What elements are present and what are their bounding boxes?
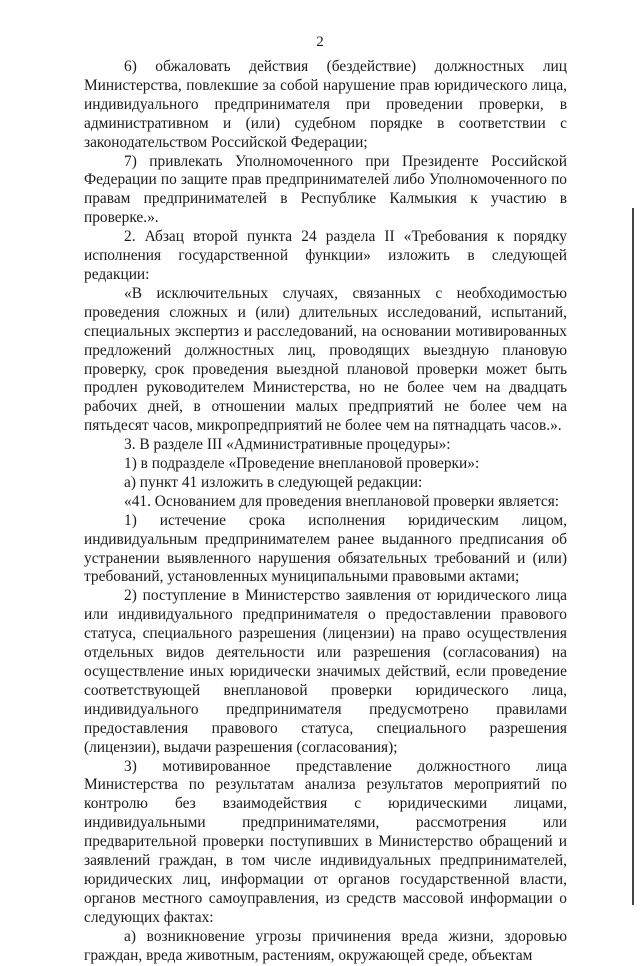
paragraph-item-7: 7) привлекать Уполномоченного при Президенте Российской Федерации по защите прав предпринимателей либо Уполномоченного по правам предпринимателей в Республике Калмыкия к участию в проверке.». bbox=[84, 152, 567, 227]
paragraph-section-3: 3. В разделе III «Административные процедуры»: bbox=[124, 436, 451, 454]
paragraph-item-a: а) пункт 41 изложить в следующей редакции: bbox=[124, 473, 423, 491]
document-body bbox=[84, 58, 567, 966]
paragraph-subsection-1: 1) в подразделе «Проведение внеплановой проверки»: bbox=[124, 455, 480, 473]
paragraph-section-2: 2. Абзац второй пункта 24 раздела II «Требования к порядку исполнения государственной функции» изложить в следующей редакции: bbox=[84, 228, 567, 283]
paragraph-ground-3: 3) мотивированное представление должностного лица Министерства по результатам анализа результатов мероприятий по контролю без взаимодействия с юридическими лицами, индивидуальными предпринимателями, рассмотрения или предварительной проверки поступивших в Министерство обращений и заявлений граждан, в том числе индивидуальных предпринимателей, юридических лиц, информации от органов государственной власти, органов местного самоуправления, из средств массовой информации о следующих фактах: bbox=[84, 757, 567, 926]
paragraph-ground-2: 2) поступление в Министерство заявления от юридического лица или индивидуального предпринимателя о предоставлении правового статуса, специального разрешения (лицензии) на право осуществления отдельных видов деятельности или разрешения (согласования) на осуществление иных юридически значимых действий, если проведение соответствующей внеплановой проверки юридического лица, индивидуального предпринимателя предусмотрено правилами предоставления правового статуса, специального разрешения (лицензии), выдачи разрешения (согласования); bbox=[84, 587, 567, 756]
paragraph-quote-exceptional-cases: «В исключительных случаях, связанных с необходимостью проведения сложных и (или) длительных исследований, испытаний, специальных экспертиз и расследований, на основании мотивированных предложений должностных лиц, проводящих выездную плановую проверку, срок проведения выездной плановой проверки может быть продлен руководителем Министерства, но не более чем на двадцать рабочих дней, в отношении малых предприятий не более чем на пятьдесят часов, микропредприятий не более чем на пятнадцать часов.». bbox=[84, 284, 567, 435]
paragraph-point-41: «41. Основанием для проведения внеплановой проверки является: bbox=[124, 492, 560, 510]
paragraph-fact-a: а) возникновение угрозы причинения вреда жизни, здоровью граждан, вреда животным, растениям, окружающей среде, объектам bbox=[84, 927, 567, 964]
paragraph-item-6: 6) обжаловать действия (бездействие) должностных лиц Министерства, повлекшие за собой нарушение прав юридического лица, индивидуального предпринимателя при проведении проверки, в административном и (или) судебном порядке в соответствии с законодательством Российской Федерации; bbox=[84, 58, 567, 151]
paragraph-ground-1: 1) истечение срока исполнения юридическим лицом, индивидуальным предпринимателем ранее выданного предписания об устранении выявленного нарушения обязательных требований и (или) требований, установленных муниципальными правовыми актами; bbox=[84, 511, 567, 586]
page-number: 2 bbox=[316, 34, 324, 50]
scan-edge-line bbox=[632, 208, 634, 905]
